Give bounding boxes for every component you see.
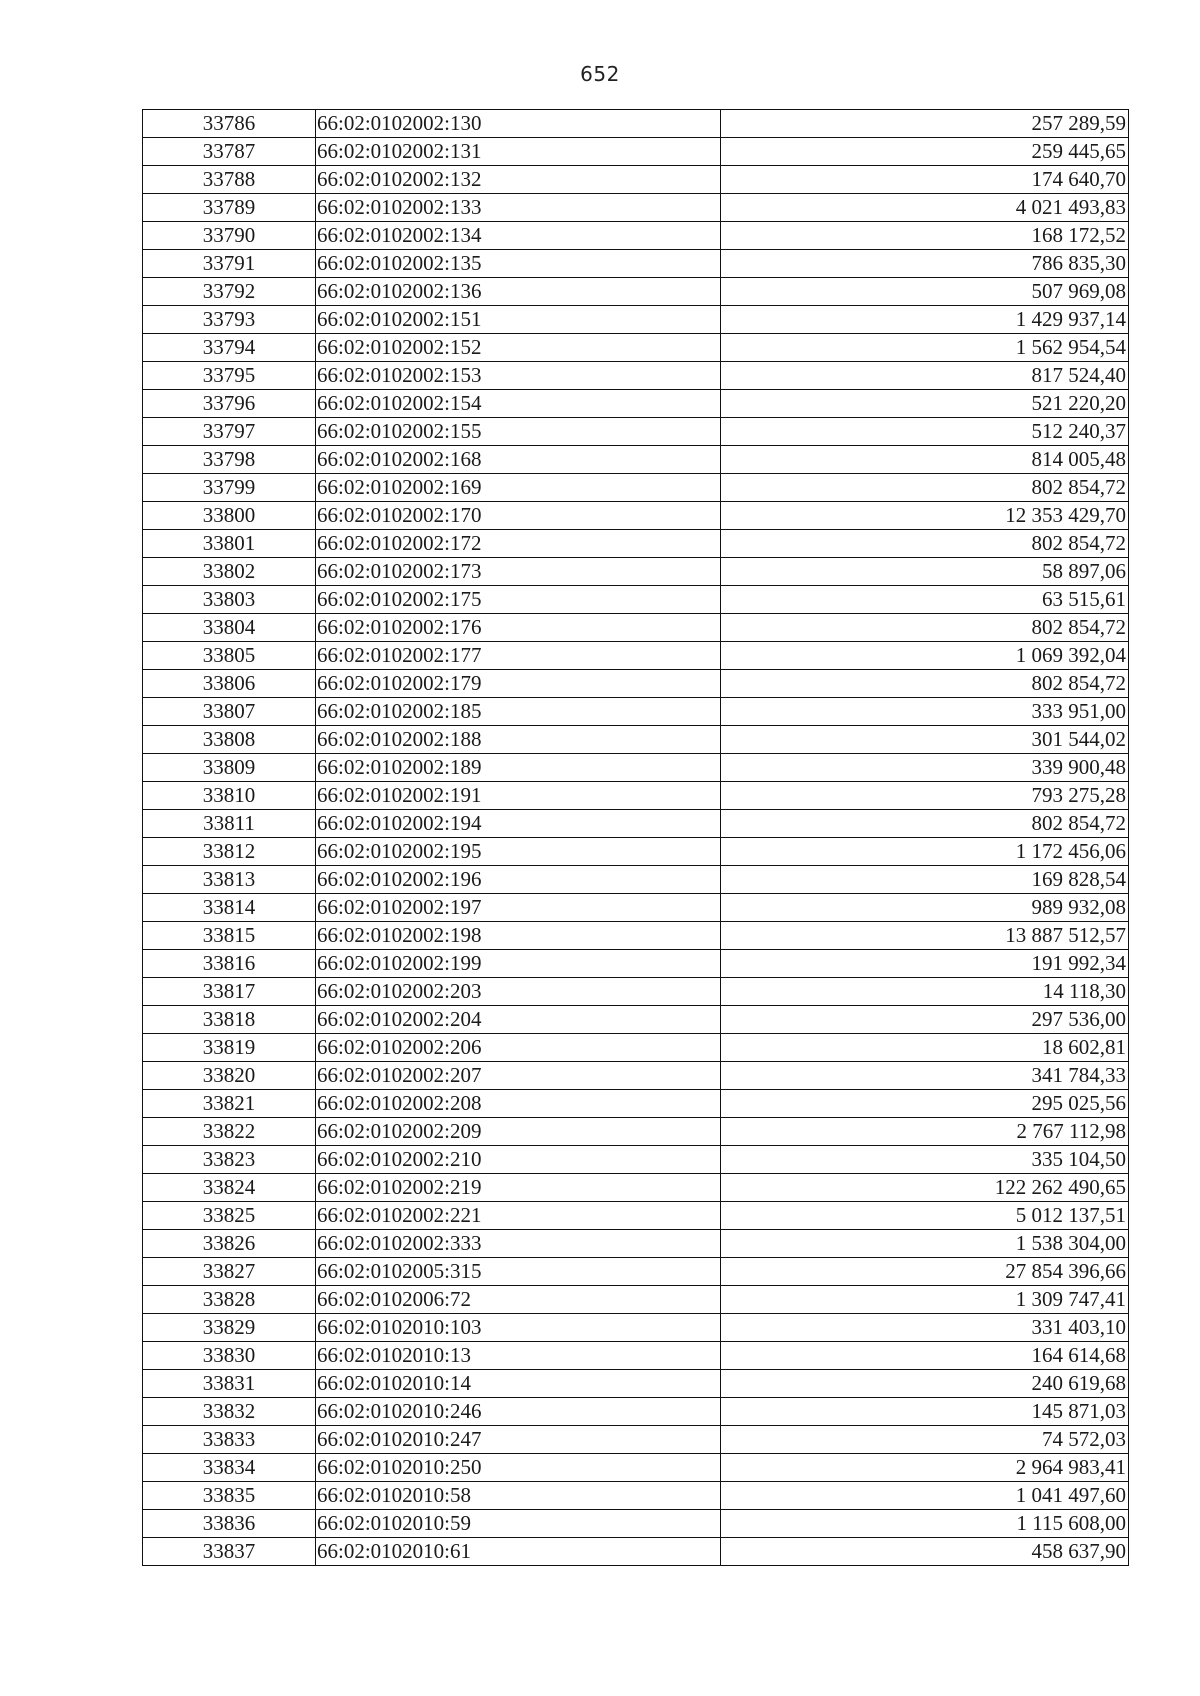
row-number-cell: 33817 (143, 978, 316, 1006)
cadastral-value-cell: 14 118,30 (721, 978, 1129, 1006)
row-number-cell: 33815 (143, 922, 316, 950)
cadastral-value-cell: 174 640,70 (721, 166, 1129, 194)
cadastral-number-cell: 66:02:0102002:333 (316, 1230, 721, 1258)
table-row (143, 1314, 1129, 1342)
cadastral-number-cell: 66:02:0102002:177 (316, 642, 721, 670)
page-number: 652 (580, 62, 620, 86)
row-number-cell: 33819 (143, 1034, 316, 1062)
row-number-cell: 33803 (143, 586, 316, 614)
table-row (143, 1006, 1129, 1034)
row-number-cell: 33789 (143, 194, 316, 222)
cadastral-number-cell: 66:02:0102002:169 (316, 474, 721, 502)
cadastral-value-cell: 1 429 937,14 (721, 306, 1129, 334)
cadastral-value-cell: 122 262 490,65 (721, 1174, 1129, 1202)
cadastral-number-cell: 66:02:0102002:155 (316, 418, 721, 446)
cadastral-number-cell: 66:02:0102002:135 (316, 250, 721, 278)
cadastral-number-cell: 66:02:0102002:172 (316, 530, 721, 558)
table-row (143, 446, 1129, 474)
row-number-cell: 33802 (143, 558, 316, 586)
table-row (143, 222, 1129, 250)
row-number-cell: 33788 (143, 166, 316, 194)
table-row (143, 950, 1129, 978)
row-number-cell: 33822 (143, 1118, 316, 1146)
table-row (143, 838, 1129, 866)
row-number-cell: 33799 (143, 474, 316, 502)
cadastral-value-cell: 989 932,08 (721, 894, 1129, 922)
cadastral-number-cell: 66:02:0102002:131 (316, 138, 721, 166)
cadastral-number-cell: 66:02:0102002:153 (316, 362, 721, 390)
cadastral-number-cell: 66:02:0102002:152 (316, 334, 721, 362)
row-number-cell: 33805 (143, 642, 316, 670)
row-number-cell: 33823 (143, 1146, 316, 1174)
table-row (143, 698, 1129, 726)
row-number-cell: 33794 (143, 334, 316, 362)
cadastral-number-cell: 66:02:0102002:188 (316, 726, 721, 754)
table-row (143, 474, 1129, 502)
cadastral-value-cell: 74 572,03 (721, 1426, 1129, 1454)
table-row (143, 642, 1129, 670)
table-row (143, 334, 1129, 362)
cadastral-number-cell: 66:02:0102002:210 (316, 1146, 721, 1174)
cadastral-value-cell: 802 854,72 (721, 530, 1129, 558)
table-row (143, 1062, 1129, 1090)
cadastral-number-cell: 66:02:0102002:170 (316, 502, 721, 530)
cadastral-value-cell: 297 536,00 (721, 1006, 1129, 1034)
cadastral-number-cell: 66:02:0102002:175 (316, 586, 721, 614)
cadastral-value-cell: 331 403,10 (721, 1314, 1129, 1342)
cadastral-number-cell: 66:02:0102010:13 (316, 1342, 721, 1370)
cadastral-number-cell: 66:02:0102002:196 (316, 866, 721, 894)
table-row (143, 922, 1129, 950)
row-number-cell: 33812 (143, 838, 316, 866)
cadastral-value-cell: 512 240,37 (721, 418, 1129, 446)
cadastral-value-cell: 1 041 497,60 (721, 1482, 1129, 1510)
cadastral-number-cell: 66:02:0102010:59 (316, 1510, 721, 1538)
table-row (143, 138, 1129, 166)
row-number-cell: 33829 (143, 1314, 316, 1342)
cadastral-value-cell: 817 524,40 (721, 362, 1129, 390)
cadastral-value-table (142, 109, 1129, 1566)
cadastral-number-cell: 66:02:0102002:203 (316, 978, 721, 1006)
row-number-cell: 33795 (143, 362, 316, 390)
cadastral-value-cell: 1 538 304,00 (721, 1230, 1129, 1258)
row-number-cell: 33834 (143, 1454, 316, 1482)
table-row (143, 1202, 1129, 1230)
cadastral-value-cell: 2 964 983,41 (721, 1454, 1129, 1482)
cadastral-number-cell: 66:02:0102002:191 (316, 782, 721, 810)
cadastral-number-cell: 66:02:0102002:136 (316, 278, 721, 306)
cadastral-number-cell: 66:02:0102002:130 (316, 110, 721, 138)
row-number-cell: 33809 (143, 754, 316, 782)
cadastral-number-cell: 66:02:0102002:209 (316, 1118, 721, 1146)
row-number-cell: 33791 (143, 250, 316, 278)
row-number-cell: 33796 (143, 390, 316, 418)
cadastral-number-cell: 66:02:0102002:176 (316, 614, 721, 642)
table-row (143, 1034, 1129, 1062)
row-number-cell: 33837 (143, 1538, 316, 1566)
cadastral-value-cell: 802 854,72 (721, 670, 1129, 698)
row-number-cell: 33797 (143, 418, 316, 446)
cadastral-value-table-wrapper (142, 109, 1129, 1566)
cadastral-value-cell: 339 900,48 (721, 754, 1129, 782)
cadastral-number-cell: 66:02:0102010:103 (316, 1314, 721, 1342)
table-row (143, 278, 1129, 306)
cadastral-number-cell: 66:02:0102002:185 (316, 698, 721, 726)
table-row (143, 1370, 1129, 1398)
row-number-cell: 33801 (143, 530, 316, 558)
table-row (143, 1230, 1129, 1258)
table-row (143, 418, 1129, 446)
row-number-cell: 33832 (143, 1398, 316, 1426)
cadastral-number-cell: 66:02:0102002:199 (316, 950, 721, 978)
row-number-cell: 33821 (143, 1090, 316, 1118)
cadastral-number-cell: 66:02:0102010:61 (316, 1538, 721, 1566)
cadastral-value-cell: 521 220,20 (721, 390, 1129, 418)
table-row (143, 530, 1129, 558)
cadastral-number-cell: 66:02:0102006:72 (316, 1286, 721, 1314)
cadastral-number-cell: 66:02:0102002:219 (316, 1174, 721, 1202)
cadastral-value-cell: 168 172,52 (721, 222, 1129, 250)
cadastral-value-cell: 58 897,06 (721, 558, 1129, 586)
cadastral-number-cell: 66:02:0102002:168 (316, 446, 721, 474)
cadastral-number-cell: 66:02:0102002:197 (316, 894, 721, 922)
row-number-cell: 33816 (143, 950, 316, 978)
cadastral-value-cell: 1 172 456,06 (721, 838, 1129, 866)
table-row (143, 978, 1129, 1006)
cadastral-value-cell: 5 012 137,51 (721, 1202, 1129, 1230)
row-number-cell: 33806 (143, 670, 316, 698)
cadastral-value-cell: 27 854 396,66 (721, 1258, 1129, 1286)
table-row (143, 614, 1129, 642)
cadastral-value-cell: 802 854,72 (721, 474, 1129, 502)
cadastral-number-cell: 66:02:0102002:207 (316, 1062, 721, 1090)
row-number-cell: 33830 (143, 1342, 316, 1370)
cadastral-value-cell: 18 602,81 (721, 1034, 1129, 1062)
table-row (143, 1258, 1129, 1286)
table-row (143, 1286, 1129, 1314)
table-row (143, 586, 1129, 614)
cadastral-number-cell: 66:02:0102002:195 (316, 838, 721, 866)
cadastral-number-cell: 66:02:0102002:194 (316, 810, 721, 838)
row-number-cell: 33835 (143, 1482, 316, 1510)
table-row (143, 754, 1129, 782)
table-row (143, 1174, 1129, 1202)
row-number-cell: 33818 (143, 1006, 316, 1034)
cadastral-value-cell: 786 835,30 (721, 250, 1129, 278)
row-number-cell: 33820 (143, 1062, 316, 1090)
table-row (143, 1146, 1129, 1174)
row-number-cell: 33810 (143, 782, 316, 810)
cadastral-number-cell: 66:02:0102002:151 (316, 306, 721, 334)
cadastral-number-cell: 66:02:0102005:315 (316, 1258, 721, 1286)
cadastral-value-cell: 2 767 112,98 (721, 1118, 1129, 1146)
row-number-cell: 33807 (143, 698, 316, 726)
cadastral-number-cell: 66:02:0102002:133 (316, 194, 721, 222)
cadastral-number-cell: 66:02:0102010:250 (316, 1454, 721, 1482)
row-number-cell: 33828 (143, 1286, 316, 1314)
cadastral-value-cell: 13 887 512,57 (721, 922, 1129, 950)
cadastral-value-cell: 1 115 608,00 (721, 1510, 1129, 1538)
cadastral-number-cell: 66:02:0102002:132 (316, 166, 721, 194)
cadastral-value-cell: 169 828,54 (721, 866, 1129, 894)
row-number-cell: 33793 (143, 306, 316, 334)
table-row (143, 166, 1129, 194)
cadastral-number-cell: 66:02:0102002:208 (316, 1090, 721, 1118)
row-number-cell: 33792 (143, 278, 316, 306)
cadastral-value-cell: 240 619,68 (721, 1370, 1129, 1398)
table-row (143, 726, 1129, 754)
cadastral-value-cell: 335 104,50 (721, 1146, 1129, 1174)
row-number-cell: 33811 (143, 810, 316, 838)
cadastral-number-cell: 66:02:0102002:206 (316, 1034, 721, 1062)
row-number-cell: 33800 (143, 502, 316, 530)
row-number-cell: 33790 (143, 222, 316, 250)
table-row (143, 1342, 1129, 1370)
table-row (143, 1538, 1129, 1566)
table-row (143, 1510, 1129, 1538)
cadastral-value-cell: 259 445,65 (721, 138, 1129, 166)
table-row (143, 110, 1129, 138)
table-row (143, 1398, 1129, 1426)
row-number-cell: 33833 (143, 1426, 316, 1454)
cadastral-number-cell: 66:02:0102002:173 (316, 558, 721, 586)
cadastral-value-cell: 4 021 493,83 (721, 194, 1129, 222)
table-row (143, 1482, 1129, 1510)
cadastral-number-cell: 66:02:0102010:14 (316, 1370, 721, 1398)
row-number-cell: 33813 (143, 866, 316, 894)
cadastral-number-cell: 66:02:0102002:154 (316, 390, 721, 418)
table-row (143, 1118, 1129, 1146)
cadastral-value-cell: 507 969,08 (721, 278, 1129, 306)
cadastral-value-cell: 301 544,02 (721, 726, 1129, 754)
cadastral-value-cell: 295 025,56 (721, 1090, 1129, 1118)
row-number-cell: 33825 (143, 1202, 316, 1230)
row-number-cell: 33798 (143, 446, 316, 474)
cadastral-number-cell: 66:02:0102002:198 (316, 922, 721, 950)
cadastral-value-cell: 1 309 747,41 (721, 1286, 1129, 1314)
table-row (143, 670, 1129, 698)
cadastral-value-cell: 333 951,00 (721, 698, 1129, 726)
cadastral-value-cell: 63 515,61 (721, 586, 1129, 614)
row-number-cell: 33824 (143, 1174, 316, 1202)
cadastral-value-cell: 1 069 392,04 (721, 642, 1129, 670)
cadastral-value-cell: 164 614,68 (721, 1342, 1129, 1370)
row-number-cell: 33787 (143, 138, 316, 166)
cadastral-value-cell: 814 005,48 (721, 446, 1129, 474)
table-row (143, 250, 1129, 278)
table-row (143, 894, 1129, 922)
table-row (143, 1090, 1129, 1118)
cadastral-number-cell: 66:02:0102010:246 (316, 1398, 721, 1426)
cadastral-value-cell: 191 992,34 (721, 950, 1129, 978)
cadastral-value-cell: 793 275,28 (721, 782, 1129, 810)
cadastral-value-cell: 257 289,59 (721, 110, 1129, 138)
cadastral-value-cell: 145 871,03 (721, 1398, 1129, 1426)
row-number-cell: 33808 (143, 726, 316, 754)
cadastral-value-cell: 341 784,33 (721, 1062, 1129, 1090)
cadastral-number-cell: 66:02:0102002:179 (316, 670, 721, 698)
row-number-cell: 33831 (143, 1370, 316, 1398)
row-number-cell: 33826 (143, 1230, 316, 1258)
table-row (143, 1454, 1129, 1482)
cadastral-number-cell: 66:02:0102010:247 (316, 1426, 721, 1454)
cadastral-value-cell: 458 637,90 (721, 1538, 1129, 1566)
table-row (143, 558, 1129, 586)
cadastral-value-cell: 1 562 954,54 (721, 334, 1129, 362)
table-body (143, 110, 1129, 1566)
row-number-cell: 33836 (143, 1510, 316, 1538)
cadastral-number-cell: 66:02:0102010:58 (316, 1482, 721, 1510)
row-number-cell: 33827 (143, 1258, 316, 1286)
table-row (143, 866, 1129, 894)
table-row (143, 362, 1129, 390)
table-row (143, 194, 1129, 222)
table-row (143, 782, 1129, 810)
table-row (143, 390, 1129, 418)
table-row (143, 306, 1129, 334)
cadastral-value-cell: 802 854,72 (721, 810, 1129, 838)
cadastral-number-cell: 66:02:0102002:134 (316, 222, 721, 250)
table-row (143, 1426, 1129, 1454)
row-number-cell: 33814 (143, 894, 316, 922)
cadastral-value-cell: 12 353 429,70 (721, 502, 1129, 530)
table-row (143, 502, 1129, 530)
cadastral-number-cell: 66:02:0102002:189 (316, 754, 721, 782)
cadastral-value-cell: 802 854,72 (721, 614, 1129, 642)
row-number-cell: 33804 (143, 614, 316, 642)
cadastral-number-cell: 66:02:0102002:204 (316, 1006, 721, 1034)
table-row (143, 810, 1129, 838)
cadastral-number-cell: 66:02:0102002:221 (316, 1202, 721, 1230)
row-number-cell: 33786 (143, 110, 316, 138)
